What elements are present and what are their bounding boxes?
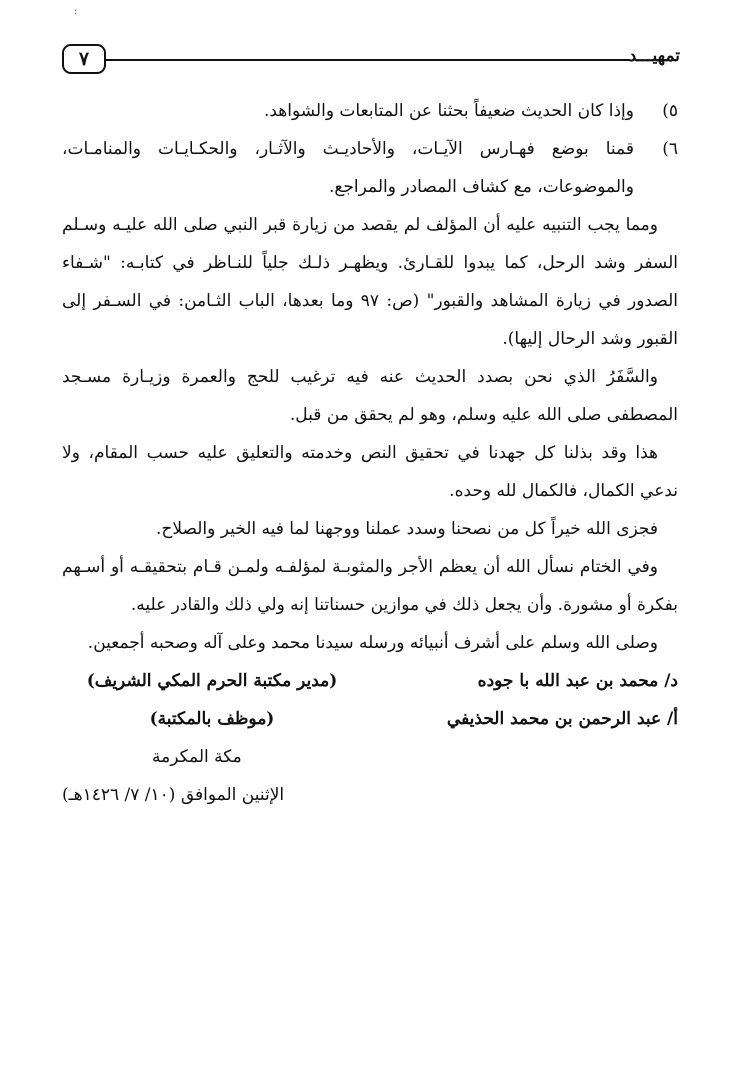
signatory-name-1: د/ محمد بن عبد الله با جوده: [477, 671, 678, 691]
list-number: ٦): [662, 139, 678, 159]
paragraph-effort: هذا وقد بذلنا كل جهدنا في تحقيق النص وخدمته والتعليق عليه حسب المقام، ولا ندعي الكمال، فالكمال لله وحده.: [62, 443, 678, 501]
body-text: [62, 92, 678, 814]
date-line: الإثنين الموافق (١٠/ ٧/ ١٤٢٦هـ): [62, 785, 285, 805]
paragraph-thanks: فجزى الله خيراً كل من نصحنا وسدد عملنا ووجهنا لما فيه الخير والصلاح.: [155, 519, 658, 539]
list-item-5: [62, 92, 678, 130]
signature-row-1: [62, 662, 678, 700]
list-number: ٥): [662, 101, 678, 121]
place-line: مكة المكرمة: [152, 747, 242, 767]
signatory-name-2: أ/ عبد الرحمن بن محمد الحذيفي: [446, 709, 678, 729]
page-number-box: [62, 44, 106, 74]
list-item-6: [62, 130, 678, 206]
paragraph-salutation: وصلى الله وسلم على أشرف أنبيائه ورسله سيدنا محمد وعلى آله وصحبه أجمعين.: [87, 633, 658, 653]
paragraph-travel: والسَّفَرُ الذي نحن بصدد الحديث عنه فيه ترغيب للحج والعمرة وزيـارة مسـجد المصطفى صلى الله عليه وسلم، وهو لم يحقق من قبل.: [62, 367, 678, 425]
header-rule: [106, 59, 630, 61]
page-header: [62, 44, 680, 78]
signatory-role-1: (مدير مكتبة الحرم المكي الشريف): [86, 671, 338, 691]
list-text: قمنا بوضع فهـارس الآيـات، والأحاديـث والآثـار، والحكـايـات والمنامـات، والموضوعات، مع كشاف المصادر والمراجع.: [62, 139, 634, 197]
list-text: وإذا كان الحديث ضعيفاً بحثنا عن المتابعات والشواهد.: [263, 101, 634, 121]
page-number: ٧: [78, 48, 90, 70]
paragraph-note: ومما يجب التنبيه عليه أن المؤلف لم يقصد من زيارة قبر النبي صلى الله عليـه وسـلم السفر وشد الرحل، كما يبدوا للقـارئ. ويظهـر ذلـك جلياً للنـاظر في كتابـه: "شـفاء الصدور في زيارة المشاهد والقبور" (ص: ٩٧ وما بعدها، الباب الثـامن: في السـفر إلى القبور وشد الرحال إليها).: [62, 215, 678, 349]
scan-mark: :: [74, 6, 78, 17]
running-title: تمهيـــد: [628, 46, 680, 66]
signatory-role-2: (موظف بالمكتبة): [149, 709, 275, 729]
paragraph-closing: وفي الختام نسأل الله أن يعظم الأجر والمثوبـة لمؤلفـه ولمـن قـام بتحقيقـه أو أسـهم بفكرة أو مشورة. وأن يجعل ذلك في موازين حسناتنا إنه ولي ذلك والقادر عليه.: [62, 557, 678, 615]
signature-row-2: [62, 700, 678, 738]
